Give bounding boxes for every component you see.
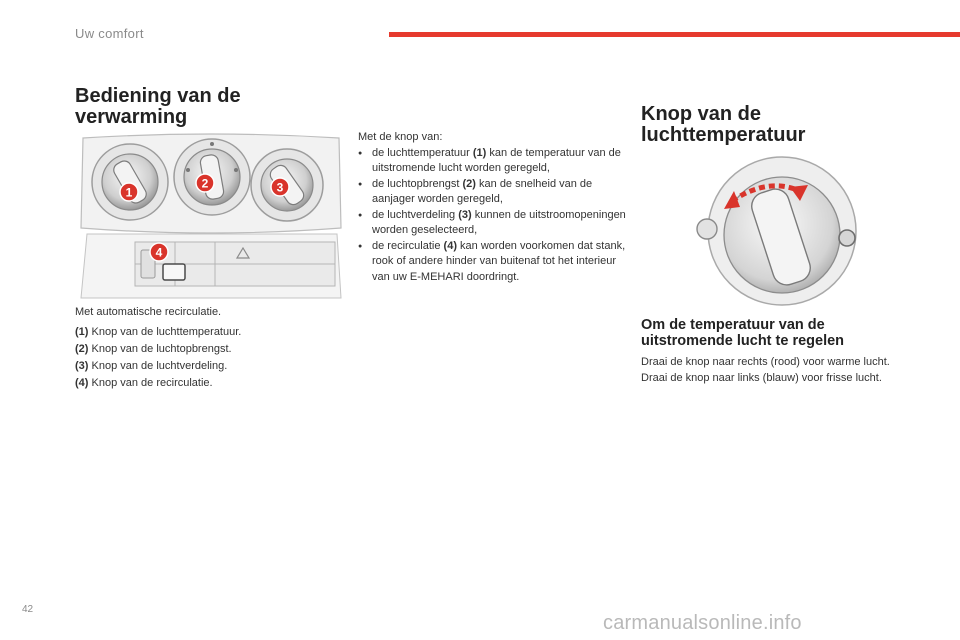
legend-item: (3) Knop van de luchtverdeling. (75, 360, 228, 372)
callout-4 (150, 243, 168, 261)
svg-text:2: 2 (201, 176, 209, 191)
svg-text:3: 3 (276, 180, 284, 195)
temperature-knob (92, 144, 168, 220)
header-accent-bar (389, 32, 960, 37)
recirculation-button (163, 264, 185, 280)
controls-description: Met de knop van: ● de luchttemperatuur (1) kan de temperatuur van de uitstromende lucht worden geregeld, ● de luchtopbrengst (2) kan de snelheid van de aanjager worden geregeld, ● de luchtverdeling (3) kunnen de uitstroomopeningen worden geselecteerd, ● de recirculatie (4) kan worden voorkomen dat stank, rook of andere hinder van buitenaf tot het interieur van uw E-MEHARI doordringt. (358, 130, 626, 285)
temperature-knob-illustration (690, 153, 860, 308)
callout-3 (271, 178, 289, 196)
figure-caption: Met automatische recirculatie. (75, 306, 222, 318)
legend-item: (2) Knop van de luchtopbrengst. (75, 343, 232, 355)
regulate-instructions: Draai de knop naar rechts (rood) voor warme lucht. Draai de knop naar links (blauw) voor frisse lucht. (641, 356, 890, 384)
svg-text:4: 4 (155, 245, 163, 260)
bullet-item: ● de recirculatie (4) kan worden voorkomen dat stank, rook of andere hinder van buitenaf tot het interieur van uw E-MEHARI doordringt. (358, 239, 626, 286)
callout-2 (196, 174, 214, 192)
section-title: Uw comfort (75, 26, 144, 41)
svg-text:1: 1 (125, 185, 133, 200)
callout-1 (120, 183, 138, 201)
bullet-item: ● de luchtopbrengst (2) kan de snelheid van de aanjager worden geregeld, (358, 177, 626, 208)
heading-temperature-knob: Knop van de luchttemperatuur (641, 103, 806, 146)
bullet-item: ● de luchtverdeling (3) kunnen de uitstroomopeningen worden geselecteerd, (358, 208, 626, 239)
subheading-regulate-temperature: Om de temperatuur van de uitstromende lucht te regelen (641, 317, 845, 349)
legend-item: (1) Knop van de luchttemperatuur. (75, 326, 242, 338)
control-legend (75, 325, 241, 393)
heading-heating-controls: Bediening van de verwarming (75, 85, 241, 128)
watermark: carmanualsonline.info (603, 612, 802, 634)
legend-item: (4) Knop van de recirculatie. (75, 377, 213, 389)
page-number: 42 (22, 604, 34, 615)
bullet-item: ● de luchttemperatuur (1) kan de temperatuur van de uitstromende lucht worden geregeld, (358, 146, 626, 177)
heating-panel-illustration (75, 130, 347, 300)
